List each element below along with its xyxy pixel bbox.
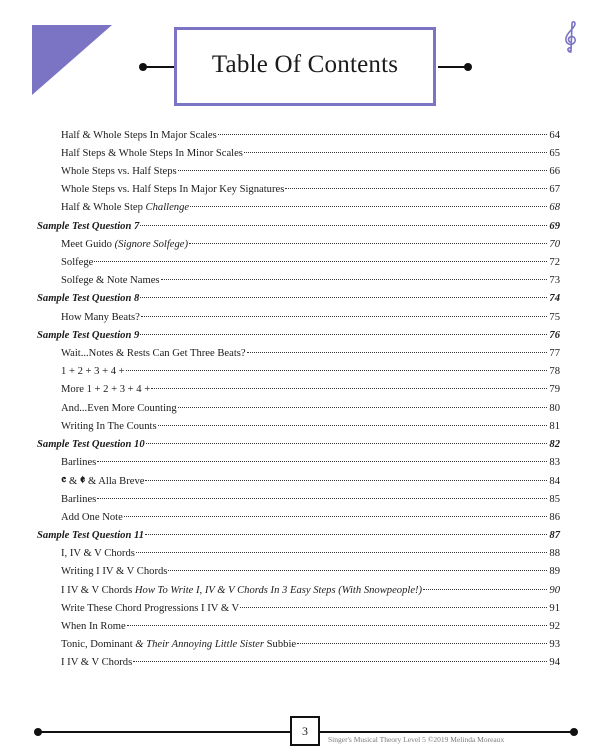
- dot-leader: [126, 361, 547, 372]
- dot-leader: [127, 615, 547, 626]
- dot-leader: [145, 470, 547, 481]
- dot-leader: [247, 342, 547, 353]
- toc-page-number: 78: [549, 366, 560, 378]
- toc-page-number: 93: [549, 639, 560, 651]
- toc-entry-label: [37, 530, 144, 541]
- toc-entry-label: [61, 566, 167, 577]
- toc-entry-text: Half & Whole Step: [61, 202, 146, 214]
- toc-page-number: 77: [549, 347, 560, 359]
- toc-entry-text: Half & Whole Steps In Major Scales: [61, 129, 217, 141]
- toc-entry-text: I, IV & V Chords: [61, 548, 135, 560]
- toc-entry-label: [61, 639, 296, 650]
- toc-entry-text: Sample Test Question 8: [37, 293, 140, 305]
- dot-leader: [190, 197, 547, 208]
- toc-entry-text: Meet Guido: [61, 238, 115, 250]
- toc-page-number: 94: [549, 657, 560, 669]
- page-number-box: [290, 716, 320, 746]
- toc-entry-label: [61, 621, 126, 632]
- toc-entry-label: [61, 494, 96, 505]
- toc-entry-label: [61, 548, 135, 559]
- toc-entry-text: 1 + 2 + 3 + 4 +: [61, 366, 125, 378]
- toc-entry-text: I IV & V Chords: [61, 657, 133, 669]
- toc-entry-label: [61, 585, 422, 596]
- toc-entry-text: Barlines: [61, 457, 97, 469]
- dot-leader: [423, 579, 547, 590]
- page-number: 3: [302, 723, 308, 738]
- toc-entry-label: [61, 184, 284, 195]
- toc-page-number: 74: [549, 293, 560, 305]
- title-box: [174, 27, 436, 106]
- toc-entry-italic-text: (Signore Solfege): [114, 238, 189, 250]
- toc-entry-text: Solfege: [61, 256, 94, 268]
- toc-entry-text: Add One Note: [61, 511, 123, 523]
- toc-page-number: 67: [549, 184, 560, 196]
- toc-page-number: 65: [549, 147, 560, 159]
- toc-entry-text: Whole Steps vs. Half Steps: [61, 165, 177, 177]
- toc-entry-italic-text: How To Write I, IV & V Chords In 3 Easy Steps (With Snowpeople!): [134, 584, 423, 596]
- dot-leader: [94, 251, 547, 262]
- toc-page-number: 91: [549, 602, 560, 614]
- toc-entry-label: [61, 257, 93, 268]
- toc-page-number: 82: [549, 438, 560, 450]
- corner-triangle-decoration: [32, 25, 112, 95]
- dot-leader: [158, 415, 547, 426]
- dot-leader: [146, 433, 547, 444]
- toc-entry-label: [61, 457, 96, 468]
- toc-page-number: 87: [549, 529, 560, 541]
- toc-page-number: 68: [549, 202, 560, 214]
- toc-page-number: 76: [549, 329, 560, 341]
- toc-page-number: 66: [549, 165, 560, 177]
- toc-page-number: 83: [549, 457, 560, 469]
- toc-entry-label: [61, 512, 123, 523]
- toc-page-number: 69: [549, 220, 560, 232]
- dot-leader: [240, 597, 547, 608]
- dot-leader: [218, 124, 547, 135]
- toc-page-number: 90: [549, 584, 560, 596]
- header-right-dot: [464, 63, 472, 71]
- toc-page-number: 88: [549, 548, 560, 560]
- toc-page-number: 89: [549, 566, 560, 578]
- toc-page-number: 84: [549, 475, 560, 487]
- toc-page-number: 73: [549, 275, 560, 287]
- dot-leader: [124, 506, 547, 517]
- dot-leader: [285, 179, 547, 190]
- toc-page-number: 85: [549, 493, 560, 505]
- toc-entry-label: [61, 421, 157, 432]
- dot-leader: [168, 561, 547, 572]
- dot-leader: [136, 543, 547, 554]
- toc-page-number: 79: [549, 384, 560, 396]
- toc-entry-label: [61, 202, 189, 213]
- toc-page-number: 86: [549, 511, 560, 523]
- toc-entry-text: Sample Test Question 7: [37, 220, 140, 232]
- toc-entry-label: [61, 166, 177, 177]
- toc-entry-text: Half Steps & Whole Steps In Minor Scales: [61, 147, 243, 159]
- dot-leader: [244, 142, 547, 153]
- toc-entry-label: [61, 348, 246, 359]
- toc-page-number: 64: [549, 129, 560, 141]
- toc-entry-text: Writing In The Counts: [61, 420, 157, 432]
- toc-page-number: 92: [549, 620, 560, 632]
- toc-entry-label: [61, 275, 160, 286]
- toc-entry-label: [61, 403, 177, 414]
- toc-entry-label: [61, 148, 243, 159]
- dot-leader: [97, 452, 547, 463]
- toc-entry-text: Write These Chord Progressions I IV & V: [61, 602, 240, 614]
- toc-entry-italic-text: & Their Annoying Little Sister: [135, 639, 267, 651]
- toc-entry-label: [61, 384, 150, 395]
- toc-entry-text: Whole Steps vs. Half Steps In Major Key Signatures: [61, 184, 285, 196]
- cut-time-icon: 𝄵: [79, 472, 86, 487]
- footer-right-dot: [570, 728, 578, 736]
- toc-entry-text: When In Rome: [61, 620, 126, 632]
- dot-leader: [140, 288, 547, 299]
- toc-entry-text: How Many Beats?: [61, 311, 140, 323]
- toc-entry-text: Barlines: [61, 493, 97, 505]
- dot-leader: [140, 215, 547, 226]
- toc-entry-text: Sample Test Question 11: [37, 529, 145, 541]
- dot-leader: [297, 634, 547, 645]
- dot-leader: [189, 233, 547, 244]
- toc-entry-text: Wait...Notes & Rests Can Get Three Beats?: [61, 347, 246, 359]
- toc-entry-text: And...Even More Counting: [61, 402, 177, 414]
- toc-entry-text: Sample Test Question 9: [37, 329, 140, 341]
- toc-entry-text: Tonic, Dominant: [61, 639, 136, 651]
- dot-leader: [151, 379, 547, 390]
- toc-entry-text: Solfege & Note Names: [61, 275, 160, 287]
- toc-page-number: 80: [549, 402, 560, 414]
- header-left-line: [143, 66, 177, 68]
- toc-page-number: 75: [549, 311, 560, 323]
- dot-leader: [145, 524, 547, 535]
- toc-entry-label: [61, 657, 132, 668]
- dot-leader: [161, 270, 547, 281]
- dot-leader: [133, 652, 547, 663]
- treble-clef-icon: [562, 20, 580, 54]
- dot-leader: [178, 397, 547, 408]
- common-time-icon: 𝄴: [61, 472, 67, 487]
- toc-entry-text-suffix: Subbie: [266, 639, 297, 651]
- toc-entry-label: [61, 239, 188, 250]
- dot-leader: [97, 488, 547, 499]
- dot-leader: [141, 306, 547, 317]
- toc-page-number: 81: [549, 420, 560, 432]
- toc-page-number: 70: [549, 238, 560, 250]
- toc-entry-label: [37, 330, 139, 341]
- toc-entry-text: I IV & V Chords: [61, 584, 135, 596]
- toc-entry-label: [61, 130, 217, 141]
- toc-entry-text: Writing I IV & V Chords: [61, 566, 168, 578]
- toc-entry-italic-text: Challenge: [145, 202, 190, 214]
- toc-entry-label: 𝄴 & 𝄵 & Alla Breve: [61, 472, 145, 487]
- toc-entry-label: [37, 293, 139, 304]
- toc-entry-text: & Alla Breve: [87, 475, 145, 487]
- footer-credit: Singer's Musical Theory Level 5 ©2019 Melinda Moreaux: [328, 735, 505, 744]
- toc-entry-label: [61, 366, 125, 377]
- toc-entry-label: [37, 221, 139, 232]
- toc-entry-row[interactable]: [37, 655, 560, 673]
- toc-entry-label: [61, 603, 239, 614]
- page-title: Table Of Contents: [211, 50, 399, 78]
- dot-leader: [140, 324, 547, 335]
- toc-entry-text: Sample Test Question 10: [37, 438, 145, 450]
- toc-entry-text: More 1 + 2 + 3 + 4 +: [61, 384, 151, 396]
- toc-entry-label: [37, 439, 145, 450]
- toc-entry-label: [61, 312, 140, 323]
- toc-page-number: 72: [549, 256, 560, 268]
- dot-leader: [178, 160, 547, 171]
